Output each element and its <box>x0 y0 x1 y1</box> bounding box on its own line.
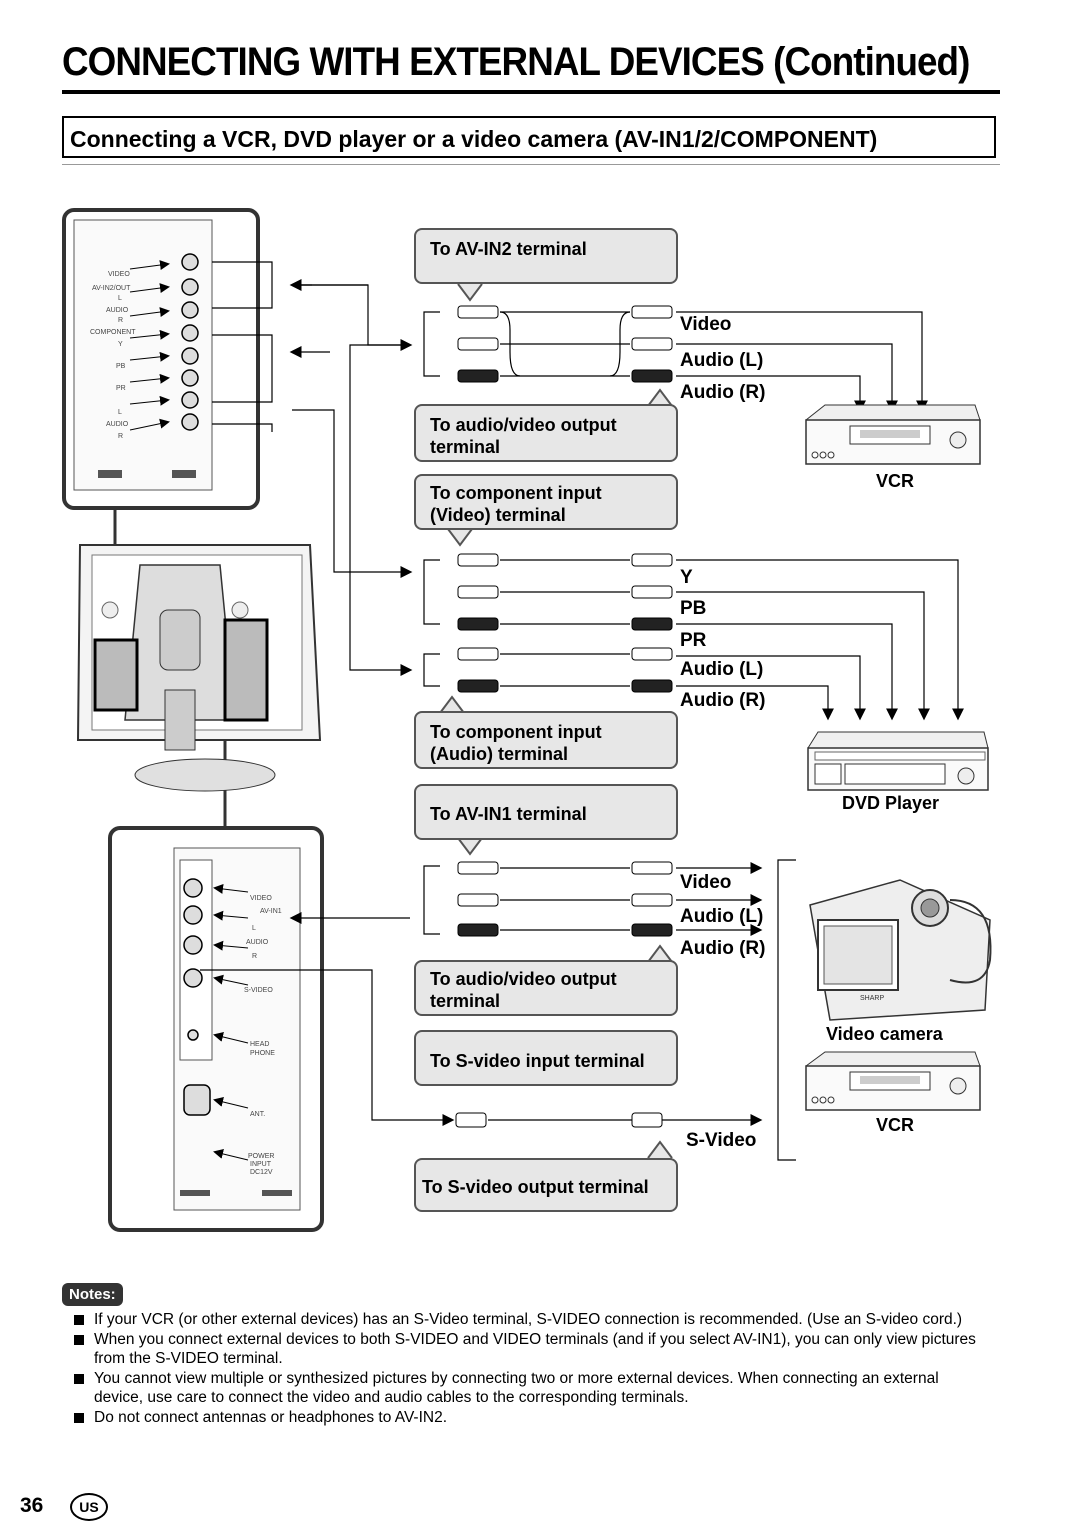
label-g3-audio-r: Audio (R) <box>680 938 766 959</box>
svg-text:R: R <box>118 317 124 324</box>
plugs-group-3 <box>458 862 672 936</box>
svg-text:R: R <box>118 433 124 440</box>
callout-av-output-2: To audio/video output terminal <box>414 960 678 1016</box>
callout-svideo-input: To S-video input terminal <box>414 1030 678 1086</box>
label-g2-audio-l: Audio (L) <box>680 659 764 680</box>
svg-text:AUDIO: AUDIO <box>106 307 129 314</box>
callout-svideo-output: To S-video output terminal <box>414 1158 678 1212</box>
svg-text:AUDIO: AUDIO <box>246 939 269 946</box>
camera-brand-text: SHARP <box>860 995 885 1002</box>
note-item: If your VCR (or other external devices) has an S-Video terminal, S-VIDEO connection is recommended. (Use an S-video cord.) <box>72 1310 992 1329</box>
svg-text:VIDEO: VIDEO <box>250 895 272 902</box>
svideo-plug-right <box>632 1113 662 1127</box>
svg-text:ANT.: ANT. <box>250 1111 266 1118</box>
note-item: Do not connect antennas or headphones to AV-IN2. <box>72 1408 992 1427</box>
section-subtitle: Connecting a VCR, DVD player or a video camera (AV-IN1/2/COMPONENT) <box>62 116 996 158</box>
label-g3-video: Video <box>680 872 732 893</box>
video-camera-illustration <box>810 880 991 1020</box>
vcr-bottom-illustration <box>806 1052 980 1110</box>
label-g2-audio-r: Audio (R) <box>680 690 766 711</box>
note-item: You cannot view multiple or synthesized pictures by connecting two or more external devices. When connecting an external device, use care to connect the video and audio cables to the corresponding terminals. <box>72 1369 992 1407</box>
label-g1-audio-r: Audio (R) <box>680 382 766 403</box>
svg-text:PHONE: PHONE <box>250 1050 275 1057</box>
callout-av-output-1: To audio/video output terminal <box>414 404 678 462</box>
svg-text:L: L <box>118 295 122 302</box>
plugs-group-2 <box>458 554 672 692</box>
callout-av-in1: To AV-IN1 terminal <box>414 784 678 840</box>
top-terminal-panel <box>64 210 258 508</box>
callout-component-audio: To component input (Audio) terminal <box>414 711 678 769</box>
dvd-player-illustration <box>808 732 988 790</box>
bottom-terminal-panel <box>110 828 322 1230</box>
svg-text:AV-IN1: AV-IN1 <box>260 908 282 915</box>
svg-text:L: L <box>252 925 256 932</box>
svg-text:PR: PR <box>116 385 126 392</box>
label-g2-pb: PB <box>680 598 707 619</box>
device-label-camera: Video camera <box>826 1024 943 1044</box>
tv-rear-illustration <box>78 508 320 828</box>
device-label-vcr-bottom: VCR <box>876 1115 915 1135</box>
notes-list <box>72 1310 992 1428</box>
label-g3-audio-l: Audio (L) <box>680 906 764 927</box>
label-g2-y: Y <box>680 567 693 588</box>
svg-text:POWER: POWER <box>248 1153 275 1160</box>
svg-text:L: L <box>118 409 122 416</box>
svg-text:S-VIDEO: S-VIDEO <box>244 987 273 994</box>
label-g2-pr: PR <box>680 630 707 651</box>
page-number: 36 <box>20 1494 44 1517</box>
cable-group-1 <box>424 312 922 410</box>
notes-badge: Notes: <box>62 1283 123 1306</box>
device-label-dvd: DVD Player <box>842 793 940 813</box>
label-svideo: S-Video <box>686 1130 757 1151</box>
svg-text:INPUT: INPUT <box>250 1161 271 1168</box>
note-item: When you connect external devices to both S-VIDEO and VIDEO terminals (and if you select AV-IN1), you can only view pictures from the S-VIDEO terminal. <box>72 1330 992 1368</box>
label-g1-video: Video <box>680 314 732 335</box>
callout-av-in2: To AV-IN2 terminal <box>414 228 678 284</box>
page-title: CONNECTING WITH EXTERNAL DEVICES (Continued) <box>62 40 970 84</box>
label-g1-audio-l: Audio (L) <box>680 350 764 371</box>
svg-text:AUDIO: AUDIO <box>106 421 129 428</box>
vcr-top-illustration <box>806 405 980 464</box>
svg-text:HEAD: HEAD <box>250 1041 270 1048</box>
svg-text:Y: Y <box>118 341 123 348</box>
svg-text:PB: PB <box>116 363 126 370</box>
region-badge: US <box>70 1493 108 1521</box>
svg-text:AV-IN2/OUT: AV-IN2/OUT <box>92 285 131 292</box>
device-label-vcr-top: VCR <box>876 471 915 491</box>
svg-text:VIDEO: VIDEO <box>108 271 130 278</box>
svideo-plug-left <box>456 1113 486 1127</box>
svg-text:DC12V: DC12V <box>250 1169 273 1176</box>
callout-component-video: To component input (Video) terminal <box>414 474 678 530</box>
svg-text:COMPONENT: COMPONENT <box>90 329 136 336</box>
svg-text:R: R <box>252 953 258 960</box>
